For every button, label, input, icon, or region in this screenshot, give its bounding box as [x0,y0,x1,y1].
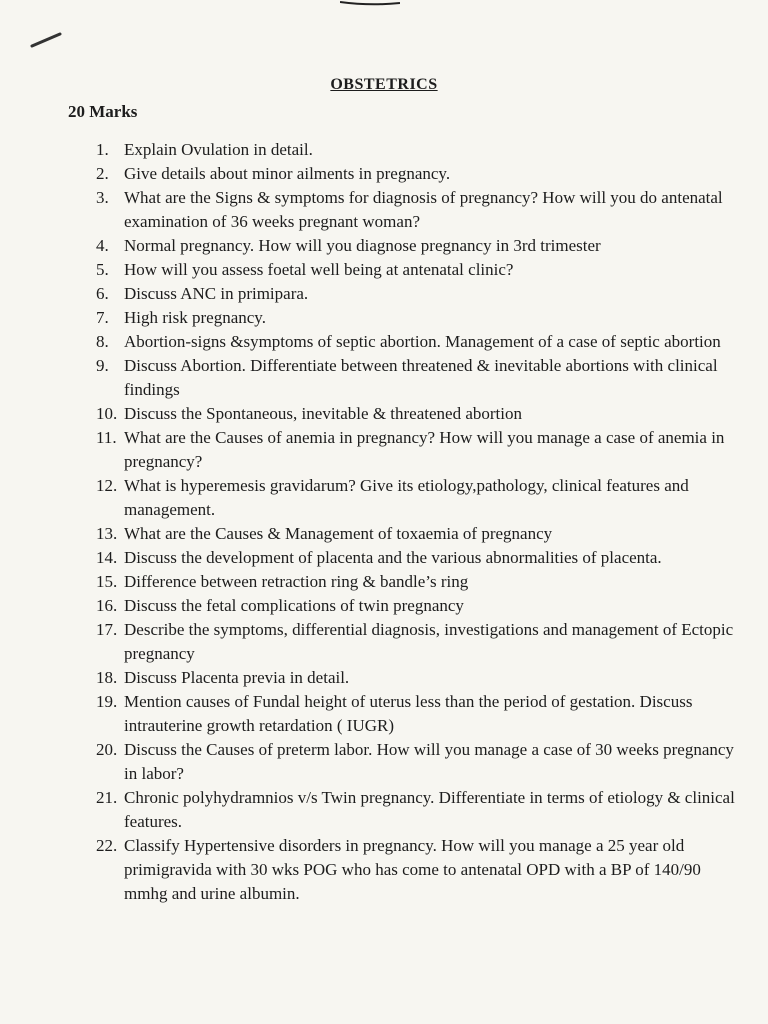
question-number: 16. [96,596,118,615]
question-item [96,546,736,570]
question-text: Discuss the development of placenta and the various abnormalities of placenta. [124,548,662,567]
question-number: 20. [96,740,118,759]
question-item [96,786,736,834]
question-number: 15. [96,572,118,591]
question-text: Describe the symptoms, differential diagnosis, investigations and management of Ectopic pregnancy [124,620,734,663]
question-number: 2. [96,164,109,183]
question-text: Mention causes of Fundal height of uterus less than the period of gestation. Discuss intrauterine growth retardation ( IUGR) [124,692,693,735]
question-number: 12. [96,476,118,495]
question-number: 4. [96,236,109,255]
marks-heading: 20 Marks [68,102,138,121]
question-item [96,306,736,330]
question-text: Normal pregnancy. How will you diagnose pregnancy in 3rd trimester [124,236,601,255]
question-text: Explain Ovulation in detail. [124,140,313,159]
question-item [96,258,736,282]
question-item [96,330,736,354]
question-item [96,522,736,546]
question-text: Discuss the fetal complications of twin pregnancy [124,596,464,615]
question-item [96,834,736,906]
question-item [96,474,736,522]
question-text: Discuss Abortion. Differentiate between threatened & inevitable abortions with clinical findings [124,356,718,399]
question-number: 11. [96,428,117,447]
question-number: 3. [96,188,109,207]
question-text: Discuss Placenta previa in detail. [124,668,350,687]
question-number: 9. [96,356,109,375]
question-number: 17. [96,620,118,639]
question-item [96,738,736,786]
question-text: Abortion-signs &symptoms of septic abortion. Management of a case of septic abortion [124,332,721,351]
question-number: 8. [96,332,109,351]
question-item [96,690,736,738]
question-text: Chronic polyhydramnios v/s Twin pregnancy. Differentiate in terms of etiology & clinical features. [124,788,735,831]
question-number: 18. [96,668,118,687]
question-item [96,402,736,426]
question-item [96,618,736,666]
question-number: 19. [96,692,118,711]
question-item [96,162,736,186]
question-number: 7. [96,308,109,327]
question-text: Discuss the Spontaneous, inevitable & threatened abortion [124,404,522,423]
question-number: 13. [96,524,118,543]
question-item [96,594,736,618]
question-number: 5. [96,260,109,279]
question-number: 21. [96,788,118,807]
question-number: 14. [96,548,118,567]
question-item [96,282,736,306]
question-item [96,666,736,690]
question-item [96,570,736,594]
question-text: Classify Hypertensive disorders in pregnancy. How will you manage a 25 year old primigravida with 30 wks POG who has come to antenatal OPD with a BP of 140/90 mmhg and urine albumin. [124,836,701,903]
question-number: 6. [96,284,109,303]
question-number: 10. [96,404,118,423]
question-item [96,354,736,402]
question-list [96,138,736,906]
question-number: 22. [96,836,118,855]
question-text: Discuss the Causes of preterm labor. How will you manage a case of 30 weeks pregnancy in labor? [124,740,734,783]
question-text: Discuss ANC in primipara. [124,284,309,303]
question-item [96,234,736,258]
question-text: Difference between retraction ring & bandle’s ring [124,572,469,591]
question-text: What are the Causes of anemia in pregnancy? How will you manage a case of anemia in pregnancy? [124,428,725,471]
page-title: OBSTETRICS [330,76,438,93]
question-text: How will you assess foetal well being at antenatal clinic? [124,260,514,279]
question-item [96,186,736,234]
question-text: What are the Signs & symptoms for diagnosis of pregnancy? How will you do antenatal examination of 36 weeks pregnant woman? [124,188,723,231]
question-item [96,426,736,474]
question-text: High risk pregnancy. [124,308,266,327]
question-number: 1. [96,140,109,159]
question-text: What is hyperemesis gravidarum? Give its etiology,pathology, clinical features and management. [124,476,689,519]
question-text: What are the Causes & Management of toxaemia of pregnancy [124,524,553,543]
scan-edge-mark [340,0,400,6]
question-item [96,138,736,162]
question-text: Give details about minor ailments in pregnancy. [124,164,451,183]
pen-stroke-mark [30,30,64,50]
